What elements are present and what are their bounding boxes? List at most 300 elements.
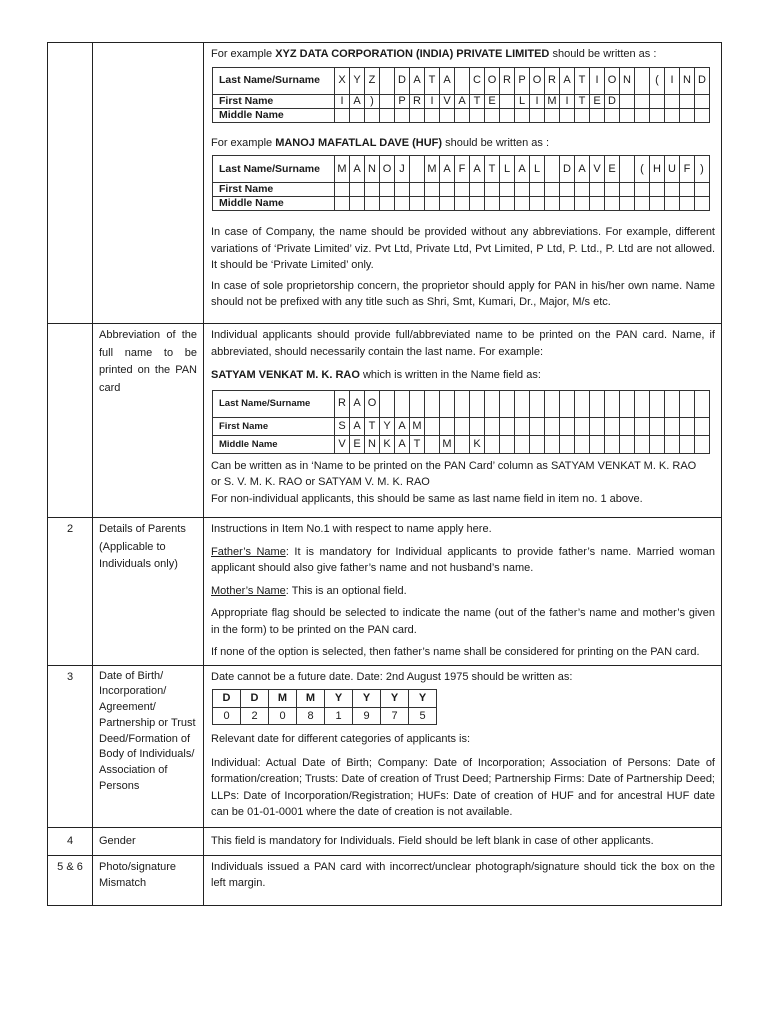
name-grid-char <box>455 67 470 94</box>
name-grid-char <box>680 390 695 417</box>
name-grid-char <box>575 435 590 453</box>
field-name: Gender <box>99 834 136 847</box>
name-grid-row <box>213 435 710 453</box>
name-grid-char: O <box>485 67 500 94</box>
name-grid-char: X <box>335 67 350 94</box>
name-grid-char <box>515 390 530 417</box>
name-grid-char <box>440 108 455 122</box>
name-grid-label: First Name <box>213 183 335 197</box>
name-grid-char <box>545 183 560 197</box>
name-grid-char <box>620 417 635 435</box>
example1-line: For example XYZ DATA CORPORATION (INDIA) PRIVATE LIMITED should be written as : <box>211 48 657 60</box>
name-grid-char <box>455 417 470 435</box>
name-grid-char: A <box>455 94 470 108</box>
name-grid-char <box>695 197 710 211</box>
name-grid-char <box>545 435 560 453</box>
none-note: If none of the option is selected, then father’s name shall be considered for printing on the PAN card. <box>211 646 700 658</box>
name-grid-char <box>575 108 590 122</box>
name-grid-char <box>365 183 380 197</box>
name-grid-char <box>470 197 485 211</box>
name-grid-char: E <box>485 94 500 108</box>
name-grid-row <box>213 197 710 211</box>
name-grid-char <box>335 183 350 197</box>
name-grid-char: L <box>515 94 530 108</box>
name-grid-char: A <box>350 390 365 417</box>
name-grid-char <box>455 183 470 197</box>
dob-header-row <box>213 690 437 708</box>
field-name-cell <box>93 518 204 666</box>
name-grid-char: M <box>410 417 425 435</box>
name-grid-char <box>500 183 515 197</box>
name-grid-char: ) <box>365 94 380 108</box>
name-grid-char <box>650 94 665 108</box>
name-grid-char: T <box>485 156 500 183</box>
name-grid-char <box>605 417 620 435</box>
name-grid-char: M <box>545 94 560 108</box>
name-grid-char <box>530 390 545 417</box>
item-number: 5 & 6 <box>48 855 93 905</box>
name-grid-char <box>470 183 485 197</box>
name-grid-char: V <box>440 94 455 108</box>
dob-digit-cell: 0 <box>213 707 241 725</box>
name-grid-char: M <box>335 156 350 183</box>
dob-example-grid <box>212 689 437 725</box>
name-grid-row <box>213 417 710 435</box>
name-grid-char: L <box>530 156 545 183</box>
name-grid-char <box>635 67 650 94</box>
father-note: Father’s Name: It is mandatory for Individual applicants to provide father’s name. Married woman applicant should also give father’s name and not husband’s name. <box>211 545 715 574</box>
name-grid-char: P <box>395 94 410 108</box>
name-grid-row <box>213 156 710 183</box>
name-grid-char <box>515 183 530 197</box>
name-grid-char <box>605 435 620 453</box>
name-grid-char: D <box>695 67 710 94</box>
field-name-cell <box>93 827 204 855</box>
example1-name-grid <box>212 67 710 123</box>
instruction-cell <box>204 827 722 855</box>
name-grid-char: I <box>560 94 575 108</box>
name-grid-char: N <box>620 67 635 94</box>
name-grid-label: Last Name/Surname <box>213 390 335 417</box>
name-grid-char: T <box>470 94 485 108</box>
name-grid-char <box>635 417 650 435</box>
instruction-cell <box>204 43 722 324</box>
name-grid-char: E <box>605 156 620 183</box>
name-grid-char <box>575 197 590 211</box>
name-grid-char: ( <box>635 156 650 183</box>
name-grid-char <box>455 197 470 211</box>
name-grid-char <box>350 183 365 197</box>
name-grid-char <box>380 197 395 211</box>
name-grid-char: Y <box>380 417 395 435</box>
name-grid-char <box>665 197 680 211</box>
gender-note: This field is mandatory for Individuals. Field should be left blank in case of other applicants. <box>211 834 654 847</box>
name-grid-char <box>365 108 380 122</box>
name-grid-char <box>500 390 515 417</box>
name-grid-char <box>455 435 470 453</box>
name-grid-char: R <box>545 67 560 94</box>
dob-digit-cell: 0 <box>269 707 297 725</box>
name-grid-label: First Name <box>213 94 335 108</box>
field-name-cell <box>93 324 204 518</box>
name-grid-char <box>560 183 575 197</box>
table-row <box>48 827 722 855</box>
name-grid-char <box>665 94 680 108</box>
name-grid-char <box>365 197 380 211</box>
name-grid-row <box>213 390 710 417</box>
name-grid-char <box>605 108 620 122</box>
name-grid-char <box>695 94 710 108</box>
name-grid-char: F <box>680 156 695 183</box>
name-grid-char: E <box>350 435 365 453</box>
name-grid-char: E <box>590 94 605 108</box>
name-grid-char <box>545 156 560 183</box>
name-grid-char <box>500 197 515 211</box>
name-grid-char: A <box>560 67 575 94</box>
company-note: In case of Company, the name should be provided without any abbreviations. For example, different variations of ‘Private Limited’ viz. Pvt Ltd, Private Ltd, Pvt Limited, P Ltd, P. Ltd., P. Ltd are not allowed. It should be ‘Private Limited’ only. <box>211 226 715 271</box>
dob-digit-cell: 1 <box>325 707 353 725</box>
name-grid-char <box>590 390 605 417</box>
name-grid-char <box>695 183 710 197</box>
field-name: Photo/signature Mismatch <box>99 860 177 889</box>
name-grid-char <box>575 417 590 435</box>
dob-header-cell: D <box>241 690 269 708</box>
dob-header-cell: Y <box>409 690 437 708</box>
name-grid-char <box>620 435 635 453</box>
abbrev-line2: or S. V. M. K. RAO or SATYAM V. M. K. RAO <box>211 476 430 488</box>
name-grid-char: P <box>515 67 530 94</box>
dob-header-cell: Y <box>381 690 409 708</box>
name-grid-char: I <box>335 94 350 108</box>
name-grid-char: R <box>500 67 515 94</box>
name-grid-char <box>380 94 395 108</box>
name-grid-char <box>605 183 620 197</box>
name-grid-row <box>213 67 710 94</box>
name-grid-char <box>650 390 665 417</box>
name-grid-char: A <box>575 156 590 183</box>
name-grid-char: T <box>575 94 590 108</box>
example1-name: XYZ DATA CORPORATION (INDIA) PRIVATE LIMITED <box>275 48 550 60</box>
name-grid-char: V <box>590 156 605 183</box>
field-name: Details of Parents (Applicable to Individuals only) <box>99 523 186 570</box>
name-grid-char: I <box>425 94 440 108</box>
name-grid-char: A <box>350 417 365 435</box>
name-grid-char <box>665 435 680 453</box>
name-grid-char: D <box>395 67 410 94</box>
name-grid-char: A <box>395 435 410 453</box>
name-grid-char: V <box>335 435 350 453</box>
dob-header-cell: Y <box>325 690 353 708</box>
name-grid-label: First Name <box>213 417 335 435</box>
name-grid-char: A <box>440 67 455 94</box>
name-grid-char <box>560 108 575 122</box>
photo-note: Individuals issued a PAN card with incorrect/unclear photograph/signature should tick the box on the left margin. <box>211 860 715 889</box>
item-number: 2 <box>48 518 93 666</box>
name-grid-char: S <box>335 417 350 435</box>
name-grid-char <box>410 108 425 122</box>
table-row <box>48 855 722 905</box>
table-row <box>48 518 722 666</box>
name-grid-char <box>410 183 425 197</box>
name-grid-char <box>695 390 710 417</box>
field-name: Date of Birth/ Incorporation/ Agreement/ Partnership or Trust Deed/Formation of Body of Individuals/ Association of Persons <box>99 669 196 793</box>
name-grid-char <box>635 435 650 453</box>
name-grid-char <box>425 108 440 122</box>
name-grid-char <box>695 435 710 453</box>
name-grid-char <box>635 94 650 108</box>
dob-header-cell: D <box>213 690 241 708</box>
name-grid-char <box>455 108 470 122</box>
name-grid-char: N <box>365 435 380 453</box>
name-grid-char: K <box>470 435 485 453</box>
name-grid-char <box>395 183 410 197</box>
flag-note: Appropriate flag should be selected to indicate the name (out of the father’s name and mother’s given in the form) to be printed on the PAN card. <box>211 607 715 636</box>
name-grid-char: A <box>395 417 410 435</box>
name-grid-row <box>213 108 710 122</box>
name-grid-char <box>575 183 590 197</box>
item-number-cell <box>48 43 93 324</box>
abbrev-example-name: SATYAM VENKAT M. K. RAO <box>211 369 360 381</box>
name-grid-char <box>560 390 575 417</box>
name-grid-char <box>680 94 695 108</box>
name-grid-char <box>635 197 650 211</box>
item-number-cell <box>48 324 93 518</box>
example2-name: MANOJ MAFATLAL DAVE (HUF) <box>275 136 443 149</box>
name-grid-char <box>500 94 515 108</box>
name-grid-label: Last Name/Surname <box>213 67 335 94</box>
name-grid-char: T <box>575 67 590 94</box>
name-grid-char <box>440 417 455 435</box>
name-grid-char <box>620 156 635 183</box>
name-grid-char: K <box>380 435 395 453</box>
name-grid-char <box>425 197 440 211</box>
name-grid-char: I <box>590 67 605 94</box>
name-grid-char <box>620 197 635 211</box>
name-grid-char <box>680 435 695 453</box>
name-grid-char <box>665 417 680 435</box>
name-grid-char <box>545 197 560 211</box>
name-grid-char <box>485 108 500 122</box>
name-grid-char <box>590 183 605 197</box>
name-grid-char <box>650 435 665 453</box>
name-grid-char <box>380 183 395 197</box>
name-grid-char <box>560 417 575 435</box>
name-grid-char <box>545 390 560 417</box>
field-name-cell <box>93 855 204 905</box>
field-name: Abbreviation of the full name to be printed on the PAN card <box>99 329 197 394</box>
name-grid-char <box>410 156 425 183</box>
name-grid-char <box>485 390 500 417</box>
name-grid-char <box>665 108 680 122</box>
name-grid-char <box>395 390 410 417</box>
name-grid-char: T <box>410 435 425 453</box>
name-grid-char: N <box>365 156 380 183</box>
name-grid-char: I <box>530 94 545 108</box>
name-grid-char <box>380 108 395 122</box>
name-grid-char <box>620 183 635 197</box>
example2-line: For example MANOJ MAFATLAL DAVE (HUF) should be written as : <box>211 136 550 149</box>
name-grid-char <box>515 417 530 435</box>
name-grid-char: ( <box>650 67 665 94</box>
name-grid-char: D <box>560 156 575 183</box>
name-grid-char <box>440 183 455 197</box>
name-grid-char: N <box>680 67 695 94</box>
dob-categories: Individual: Actual Date of Birth; Company: Date of Incorporation; Association of Persons: Date of formation/creation; Trusts: Date of creation of Trust Deed; Partnership Firms: Date of Partnership Deed; LLPs: Date of Incorporation/Registration; HUFs: Date of creation of HUF and for ancestral HUF date can be 01-01-0001 where the date of creation is not available. <box>211 756 715 818</box>
abbrev-example-line: SATYAM VENKAT M. K. RAO which is written in the Name field as: <box>211 369 541 381</box>
name-grid-char <box>500 108 515 122</box>
dob-digit-cell: 7 <box>381 707 409 725</box>
table-row <box>48 665 722 827</box>
name-grid-char <box>695 417 710 435</box>
name-grid-char: R <box>335 390 350 417</box>
name-grid-char <box>545 108 560 122</box>
proprietor-note: In case of sole proprietorship concern, the proprietor should apply for PAN in his/her own name. Name should not be prefixed with any title such as Shri, Smt, Kumari, Dr., Major, M/s etc. <box>211 279 715 308</box>
name-grid-char <box>410 390 425 417</box>
name-grid-char: U <box>665 156 680 183</box>
name-grid-char <box>515 435 530 453</box>
name-grid-char: Y <box>350 67 365 94</box>
name-grid-char <box>470 417 485 435</box>
name-grid-char <box>605 197 620 211</box>
name-grid-char: R <box>410 94 425 108</box>
item-number: 3 <box>48 665 93 827</box>
name-grid-char: D <box>605 94 620 108</box>
name-grid-label: Last Name/Surname <box>213 156 335 183</box>
mother-note: Mother’s Name: This is an optional field. <box>211 584 407 597</box>
name-grid-char <box>650 183 665 197</box>
name-grid-char <box>680 108 695 122</box>
name-grid-char: O <box>365 390 380 417</box>
name-grid-char <box>650 417 665 435</box>
name-grid-char <box>470 390 485 417</box>
name-grid-char: O <box>530 67 545 94</box>
name-grid-char <box>530 417 545 435</box>
name-grid-char <box>515 108 530 122</box>
name-grid-char <box>530 108 545 122</box>
name-grid-char <box>635 183 650 197</box>
name-grid-char: F <box>455 156 470 183</box>
name-grid-char <box>590 197 605 211</box>
name-grid-char: J <box>395 156 410 183</box>
name-grid-char <box>500 435 515 453</box>
name-grid-char <box>590 108 605 122</box>
field-name-cell <box>93 43 204 324</box>
name-grid-char <box>485 197 500 211</box>
table-row <box>48 43 722 324</box>
name-grid-char: C <box>470 67 485 94</box>
dob-digit-cell: 5 <box>409 707 437 725</box>
name-grid-char: T <box>425 67 440 94</box>
name-grid-char <box>620 94 635 108</box>
name-grid-char: A <box>440 156 455 183</box>
name-grid-char: ) <box>695 156 710 183</box>
name-grid-char <box>590 417 605 435</box>
instruction-cell <box>204 324 722 518</box>
name-grid-char <box>485 435 500 453</box>
name-grid-char <box>650 197 665 211</box>
name-grid-char: I <box>665 67 680 94</box>
name-grid-char <box>440 390 455 417</box>
dob-intro: Date cannot be a future date. Date: 2nd August 1975 should be written as: <box>211 670 573 683</box>
name-grid-char: L <box>500 156 515 183</box>
dob-digit-cell: 9 <box>353 707 381 725</box>
name-grid-char: M <box>440 435 455 453</box>
name-grid-char: M <box>425 156 440 183</box>
name-grid-char: O <box>605 67 620 94</box>
name-grid-char <box>425 435 440 453</box>
abbrev-line3: For non-individual applicants, this should be same as last name field in item no. 1 above. <box>211 492 643 505</box>
name-grid-char <box>620 108 635 122</box>
father-label: Father’s Name <box>211 545 286 558</box>
name-grid-label: Middle Name <box>213 435 335 453</box>
name-grid-row <box>213 183 710 197</box>
name-grid-char: T <box>365 417 380 435</box>
name-grid-char <box>545 417 560 435</box>
name-grid-char: A <box>470 156 485 183</box>
name-grid-char <box>455 390 470 417</box>
instruction-cell <box>204 855 722 905</box>
name-grid-char <box>470 108 485 122</box>
dob-digit-cell: 8 <box>297 707 325 725</box>
name-grid-char <box>680 417 695 435</box>
parents-p1: Instructions in Item No.1 with respect to name apply here. <box>211 523 492 535</box>
name-grid-char <box>515 197 530 211</box>
abbrev-intro: Individual applicants should provide full/abbreviated name to be printed on the PAN card. Name, if abbreviated, should necessarily contain the last name. For example: <box>211 329 715 358</box>
name-grid-char <box>350 108 365 122</box>
dob-digit-row <box>213 707 437 725</box>
name-grid-char <box>635 390 650 417</box>
instructions-table <box>47 42 722 906</box>
abbrev-line1: Can be written as in ‘Name to be printed on the PAN Card’ column as SATYAM VENKAT M. K. RAO <box>211 459 697 472</box>
dob-header-cell: M <box>269 690 297 708</box>
name-grid-char <box>530 435 545 453</box>
name-grid-char: A <box>410 67 425 94</box>
abbrev-name-grid <box>212 390 710 454</box>
name-grid-char <box>425 390 440 417</box>
name-grid-char <box>395 197 410 211</box>
name-grid-char <box>425 183 440 197</box>
name-grid-char <box>335 197 350 211</box>
instruction-cell <box>204 518 722 666</box>
name-grid-char <box>350 197 365 211</box>
name-grid-char: Z <box>365 67 380 94</box>
name-grid-char <box>665 390 680 417</box>
name-grid-char <box>530 183 545 197</box>
name-grid-char <box>695 108 710 122</box>
name-grid-char: O <box>380 156 395 183</box>
name-grid-char <box>440 197 455 211</box>
instruction-cell <box>204 665 722 827</box>
name-grid-char <box>425 417 440 435</box>
dob-relevant: Relevant date for different categories of applicants is: <box>211 733 471 745</box>
name-grid-char <box>650 108 665 122</box>
name-grid-char <box>665 183 680 197</box>
name-grid-char <box>380 67 395 94</box>
name-grid-char: A <box>350 94 365 108</box>
name-grid-char <box>530 197 545 211</box>
name-grid-char <box>500 417 515 435</box>
dob-header-cell: Y <box>353 690 381 708</box>
name-grid-char <box>485 183 500 197</box>
dob-digit-cell: 2 <box>241 707 269 725</box>
name-grid-label: Middle Name <box>213 197 335 211</box>
name-grid-char <box>410 197 425 211</box>
dob-header-cell: M <box>297 690 325 708</box>
table-row <box>48 324 722 518</box>
item-number: 4 <box>48 827 93 855</box>
name-grid-char <box>680 183 695 197</box>
example2-name-grid <box>212 155 710 211</box>
